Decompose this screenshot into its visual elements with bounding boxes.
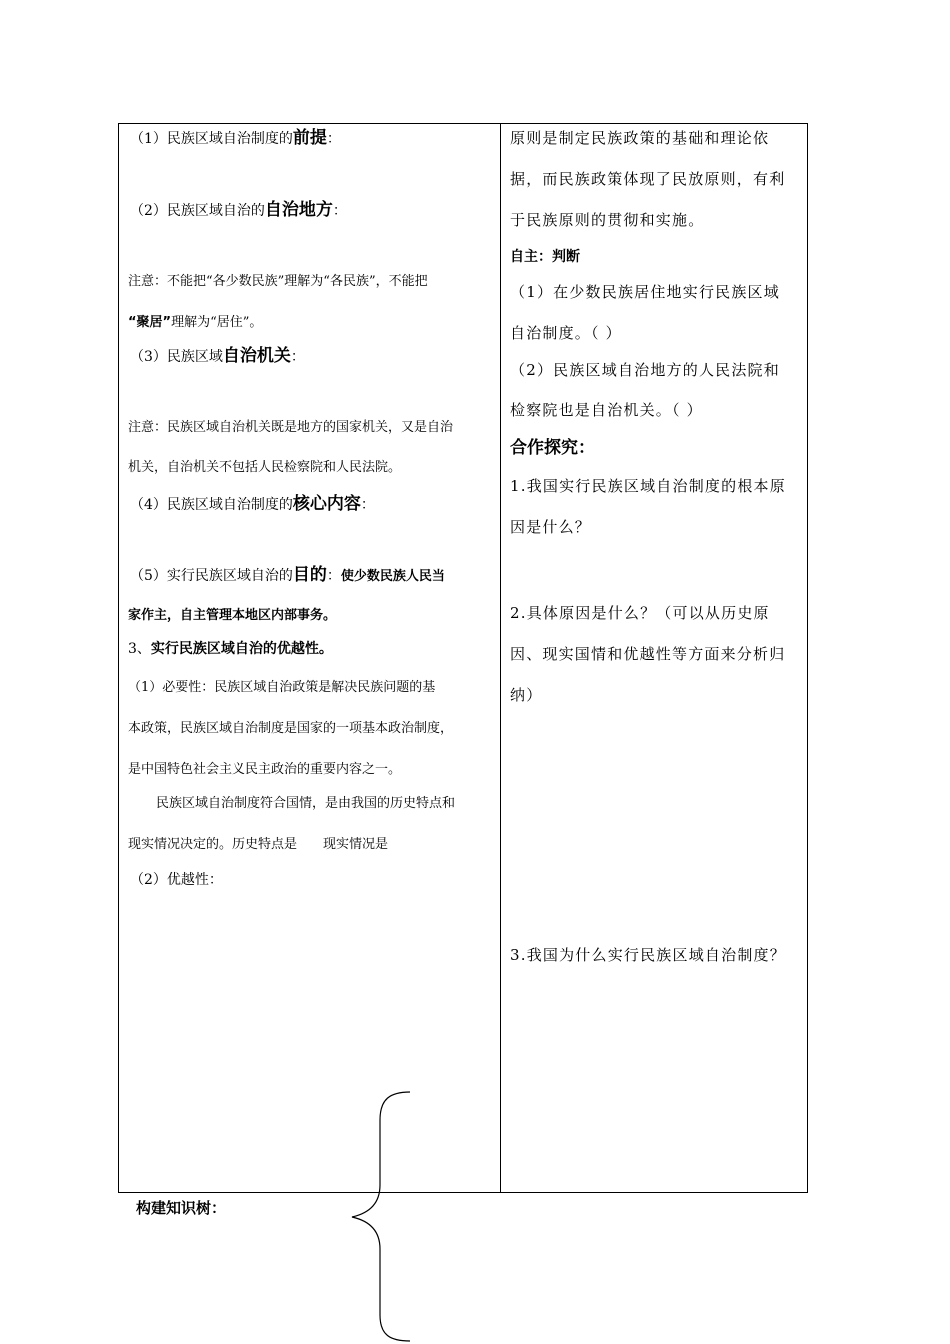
item4-line: （4）民族区域自治制度的核心内容： — [130, 494, 375, 514]
question2-line1: 2.具体原因是什么？（可以从历史原 — [510, 604, 770, 622]
necessity-line2: 本政策，民族区域自治制度是国家的一项基本政治制度， — [128, 721, 454, 736]
item3-line: （3）民族区域自治机关： — [130, 346, 305, 366]
principle-line1: 原则是制定民族政策的基础和理论依 — [510, 129, 770, 147]
section3-heading: 3、实行民族区域自治的优越性。 — [128, 641, 333, 657]
principle-line2: 据，而民族政策体现了民放原则，有利 — [510, 170, 786, 188]
self-study-title: 自主：判断 — [510, 249, 580, 265]
advantage-label: （2）优越性： — [130, 872, 223, 888]
item5-answer-line2: 家作主，自主管理本地区内部事务。 — [128, 608, 337, 623]
judge2-line1: （2）民族区域自治地方的人民法院和 — [510, 361, 780, 379]
necessity-line3: 是中国特色社会主义民主政治的重要内容之一。 — [128, 762, 402, 777]
item5-line: （5）实行民族区域自治的目的：使少数民族人民当 — [130, 565, 445, 585]
knowledge-tree-title: 构建知识树： — [136, 1199, 227, 1217]
table-column-divider — [500, 123, 501, 1193]
item2-line: （2）民族区域自治的自治地方： — [130, 200, 347, 220]
question1-line1: 1.我国实行民族区域自治制度的根本原 — [510, 477, 786, 495]
necessity-line4: 民族区域自治制度符合国情，是由我国的历史特点和 — [156, 796, 456, 811]
note1-line2: “聚居”理解为“居住”。 — [128, 315, 263, 330]
principle-line3: 于民族原则的贯彻和实施。 — [510, 211, 705, 229]
cooperative-inquiry-title: 合作探究： — [510, 438, 595, 458]
note2-line1: 注意：民族区域自治机关既是地方的国家机关，又是自治 — [128, 420, 454, 435]
question2-line3: 纳） — [510, 686, 543, 704]
curly-brace-icon — [340, 1085, 420, 1344]
note2-line2: 机关，自治机关不包括人民检察院和人民法院。 — [128, 460, 402, 475]
question3: 3.我国为什么实行民族区域自治制度？ — [510, 946, 786, 964]
necessity-line5: 现实情况决定的。历史特点是 现实情况是 — [128, 837, 389, 852]
note1-line1: 注意：不能把“各少数民族”理解为“各民族”，不能把 — [128, 274, 428, 289]
judge1-line2: 自治制度。（ ） — [510, 324, 622, 342]
judge2-line2: 检察院也是自治机关。（ ） — [510, 401, 703, 419]
item1-line: （1）民族区域自治制度的前提： — [130, 128, 341, 148]
question2-line2: 因、现实国情和优越性等方面来分析归 — [510, 645, 786, 663]
judge1-line1: （1）在少数民族居住地实行民族区域 — [510, 283, 780, 301]
necessity-line1: （1）必要性：民族区域自治政策是解决民族问题的基 — [128, 680, 436, 695]
question1-line2: 因是什么？ — [510, 518, 592, 536]
